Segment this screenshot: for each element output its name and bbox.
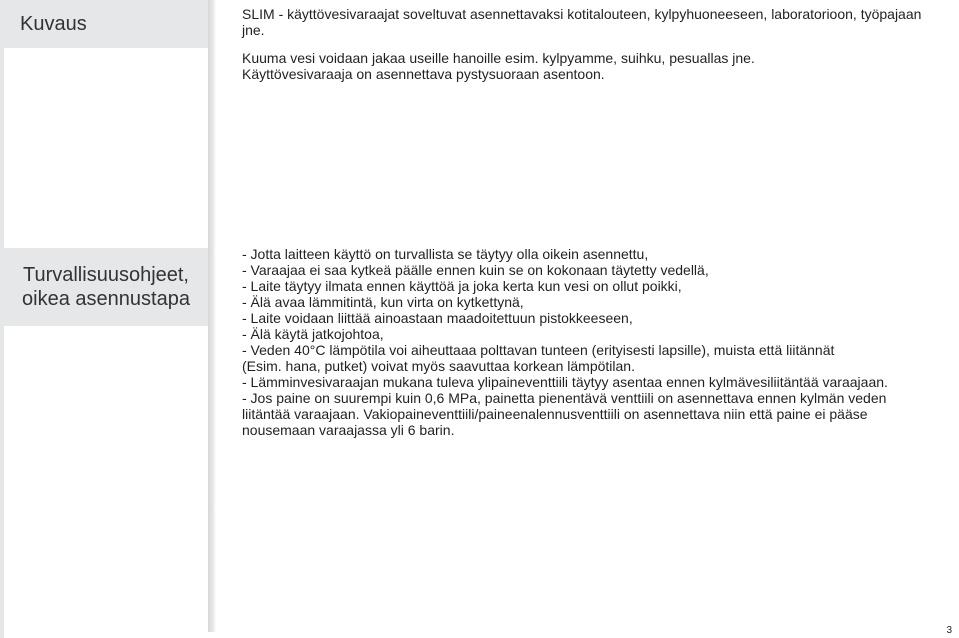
safety-label-line-1: Turvallisuusohjeet,: [22, 264, 189, 286]
kuvaus-paragraph-1: SLIM - käyttövesivaraajat soveltuvat asennettavaksi kotitalouteen, kylpyhuoneeseen, laboratorioon, työpajaan jne.: [242, 6, 922, 38]
paragraph-spacer: [242, 38, 946, 50]
safety-line: (Esim. hana, putket) voivat myös saavuttaa korkean lämpötilan.: [242, 358, 635, 374]
safety-line: - Laite täytyy ilmata ennen käyttöä ja joka kerta kun vesi on ollut poikki,: [242, 278, 682, 294]
page-number: 3: [946, 625, 952, 636]
safety-line: - Lämminvesivaraajan mukana tuleva ylipaineventtiili täytyy asentaa ennen kylmävesiliitäntää varaajaan.: [242, 374, 888, 390]
safety-line: - Älä avaa lämmitintä, kun virta on kytkettynä,: [242, 294, 524, 310]
safety-line: - Älä käytä jatkojohtoa,: [242, 326, 384, 342]
safety-line: - Jos paine on suurempi kuin 0,6 MPa, painetta pienentävä venttiili on asennettava ennen kylmän veden: [242, 390, 887, 406]
safety-instructions: [242, 246, 946, 438]
safety-line: - Laite voidaan liittää ainoastaan maadoitettuun pistokkeeseen,: [242, 310, 633, 326]
kuvaus-section-label: [4, 0, 208, 48]
safety-line: - Varaajaa ei saa kytkeä päälle ennen kuin se on kokonaan täytetty vedellä,: [242, 262, 709, 278]
kuvaus-paragraph-2-line-1: Kuuma vesi voidaan jakaa useille hanoille esim. kylpyamme, suihku, pesuallas jne.: [242, 50, 755, 66]
safety-line: nousemaan varaajassa yli 6 barin.: [242, 422, 455, 438]
safety-line: - Jotta laitteen käyttö on turvallista se täytyy olla oikein asennettu,: [242, 246, 649, 262]
safety-label-line-2: oikea asennustapa: [22, 288, 190, 310]
kuvaus-label-text: Kuvaus: [20, 13, 87, 35]
kuvaus-paragraph-2-line-2: Käyttövesivaraaja on asennettava pystysuoraan asentoon.: [242, 66, 605, 82]
kuvaus-description: [242, 6, 946, 82]
vertical-divider: [208, 0, 216, 632]
safety-section-label: [4, 248, 208, 326]
safety-line: - Veden 40°C lämpötila voi aiheuttaaa polttavan tunteen (erityisesti lapsille), muista että liitännät: [242, 342, 835, 358]
safety-line: liitäntää varaajaan. Vakiopaineventtiili/paineenalennusventtiili on asennettava niin että paine ei pääse: [242, 406, 868, 422]
